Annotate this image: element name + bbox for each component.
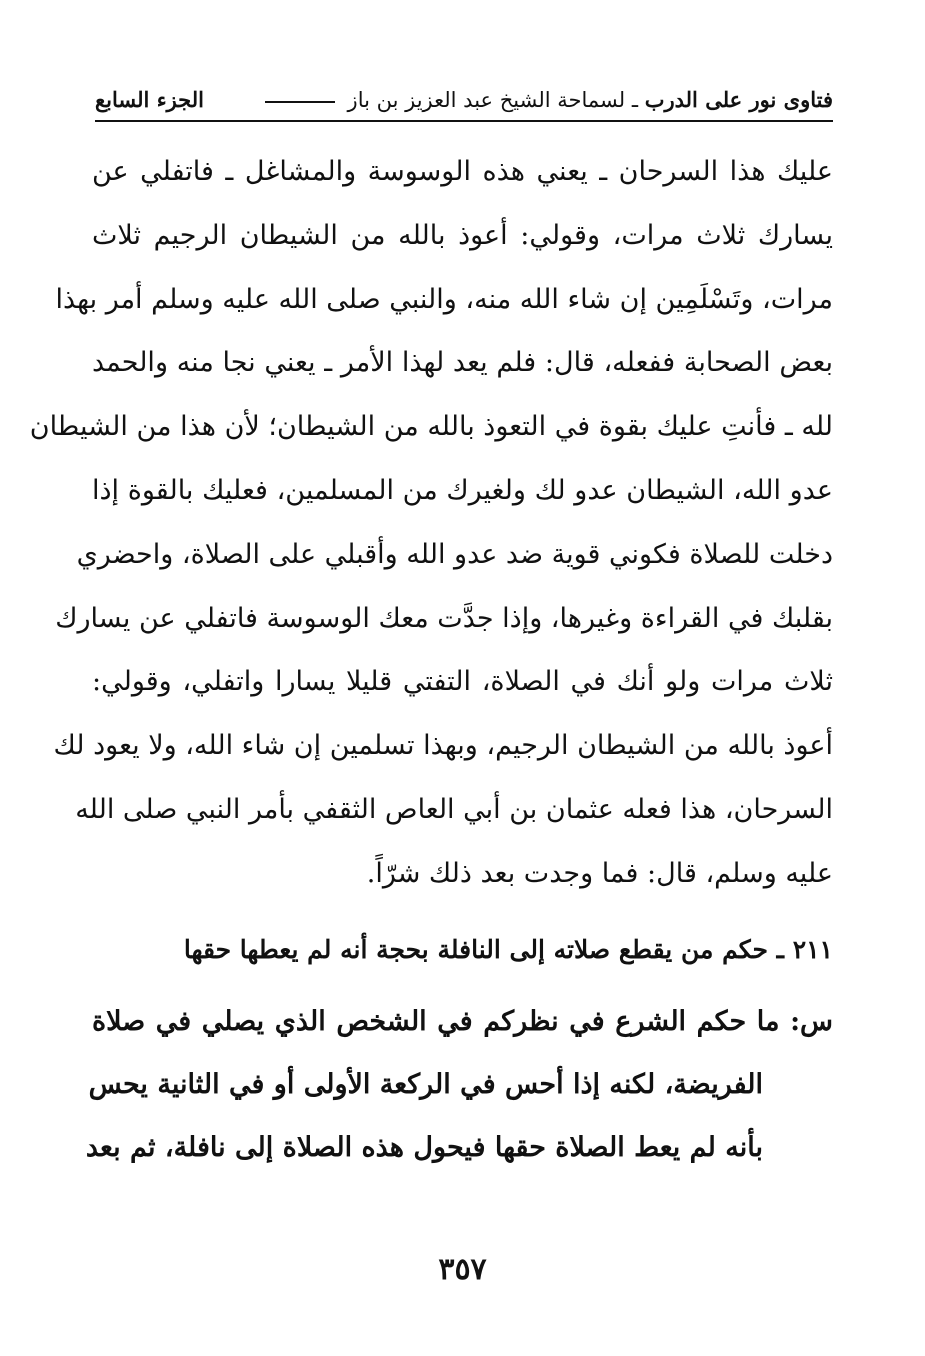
section-title: ٢١١ ـ حكم من يقطع صلاته إلى النافلة بحجة أنه لم يعطها حقها <box>183 935 833 964</box>
header-dash: ـ <box>631 88 639 112</box>
text-line: دخلت للصلاة فكوني قوية ضد عدو الله وأقبلي على الصلاة، واحضري <box>76 538 833 570</box>
answer-paragraph <box>29 140 833 906</box>
page-number: ٣٥٧ <box>438 1252 487 1287</box>
question-paragraph <box>85 990 833 1179</box>
text-line: عليك هذا السرحان ـ يعني هذه الوسوسة والمشاغل ـ فاتفلي عن <box>92 156 833 187</box>
text-line: ثلاث مرات ولو أنك في الصلاة، التفتي قليلا يسارا واتفلي، وقولي: <box>92 666 833 698</box>
text-line: بعض الصحابة ففعله، قال: فلم يعد لهذا الأمر ـ يعني نجا منه والحمد <box>92 347 833 379</box>
text-line: لله ـ فأنتِ عليك بقوة في التعوذ بالله من الشيطان؛ لأن هذا من الشيطان <box>29 411 833 443</box>
book-title: فتاوى نور على الدرب <box>644 87 833 112</box>
text-line: عليه وسلم، قال: فما وجدت بعد ذلك شرّاً. <box>366 857 833 889</box>
part-label: الجزء السابع <box>95 87 204 112</box>
text-line: أعوذ بالله من الشيطان الرجيم، وبهذا تسلمين إن شاء الله، ولا يعود لك <box>53 730 833 762</box>
text-line: السرحان، هذا فعله عثمان بن أبي العاص الثقفي بأمر النبي صلى الله <box>75 793 833 825</box>
header-separator-line <box>265 101 335 103</box>
question-line: الفريضة، لكنه إذا أحس في الركعة الأولى أو في الثانية يحس <box>88 1069 763 1100</box>
author-name: لسماحة الشيخ عبد العزيز بن باز <box>347 88 626 112</box>
text-line: عدو الله، الشيطان عدو لك ولغيرك من المسلمين، فعليك بالقوة إذا <box>92 474 833 506</box>
text-line: مرات، وتَسْلَمِين إن شاء الله منه، والنبي صلى الله عليه وسلم أمر بهذا <box>55 283 833 315</box>
question-line: س: ما حكم الشرع في نظركم في الشخص الذي يصلي في صلاة <box>92 1006 833 1037</box>
question-line: بأنه لم يعط الصلاة حقها فيحول هذه الصلاة إلى نافلة، ثم بعد <box>85 1132 763 1163</box>
running-header <box>95 80 833 122</box>
text-line: يسارك ثلاث مرات، وقولي: أعوذ بالله من الشيطان الرجيم ثلاث <box>92 219 833 251</box>
text-line: بقلبك في القراءة وغيرها، وإذا جدَّت معك الوسوسة فاتفلي عن يسارك <box>55 602 833 634</box>
